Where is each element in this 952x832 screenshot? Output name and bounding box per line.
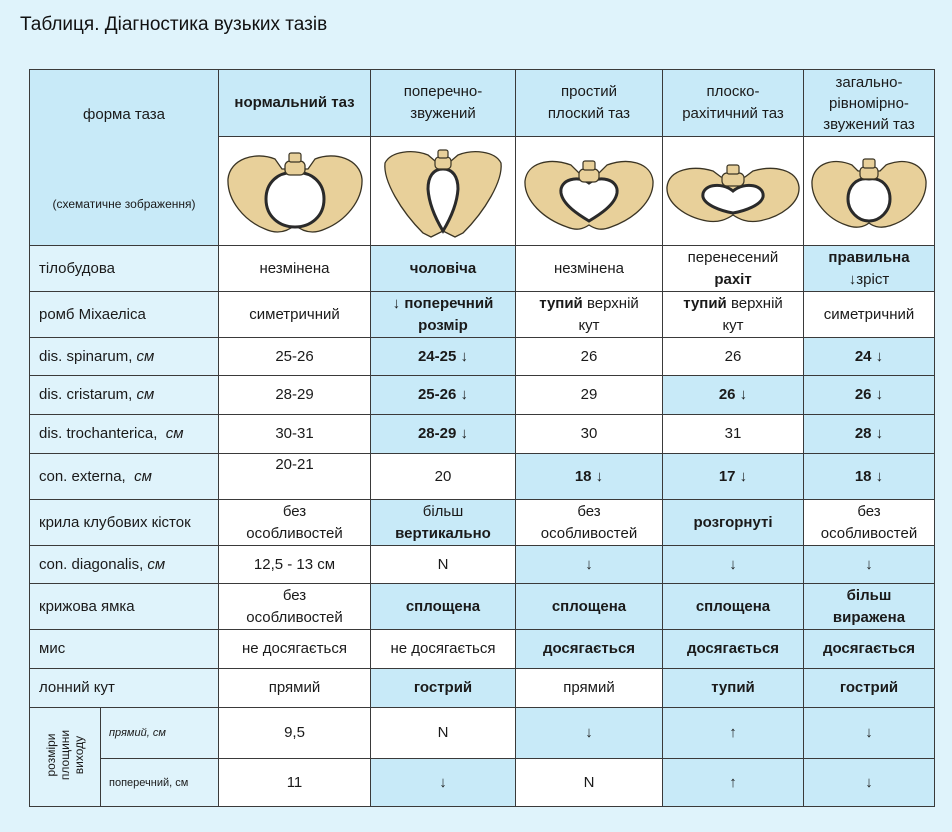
cell-line: без xyxy=(282,502,307,520)
cell-line: правильна xyxy=(828,248,910,266)
cell xyxy=(516,500,663,546)
cell-line: особливостей xyxy=(540,524,638,542)
cell-line: особливостей xyxy=(246,524,343,542)
cell-line xyxy=(667,293,799,315)
table-row xyxy=(30,415,935,454)
group-label-line: виходу xyxy=(72,735,86,775)
cell: 17 ↓ xyxy=(663,454,804,500)
cell: не досягається xyxy=(371,630,516,669)
row-label xyxy=(30,546,219,584)
cell-line: розмір xyxy=(418,316,468,334)
col-header-transverse: поперечно-звужений xyxy=(371,70,516,137)
cell xyxy=(804,500,935,546)
page-title: Таблиця. Діагностика вузьких тазів xyxy=(20,14,328,35)
group-label-line: розміри xyxy=(44,733,58,777)
row-label-text: con. externa, xyxy=(39,467,135,485)
cell-line xyxy=(520,293,658,315)
unit: см xyxy=(136,386,155,403)
row-label xyxy=(30,454,219,500)
cell xyxy=(804,584,935,630)
cell: тупий xyxy=(663,669,804,708)
cell: гострий xyxy=(371,669,516,708)
cell: 29 xyxy=(516,376,663,415)
form-header-cell xyxy=(30,70,219,246)
unit: см xyxy=(134,467,152,485)
cell xyxy=(219,584,371,630)
cell: ↓ xyxy=(804,546,935,584)
col-header-normal: нормальний таз xyxy=(219,70,371,137)
row-label xyxy=(30,415,219,454)
cell: прямий xyxy=(219,669,371,708)
pelvis-image-general xyxy=(804,137,935,246)
group-label-line: площини xyxy=(58,729,72,781)
row-label xyxy=(30,376,219,415)
cell: досягається xyxy=(516,630,663,669)
cell-bold: тупий xyxy=(683,294,727,312)
cell: досягається xyxy=(663,630,804,669)
col-header-rachitic: плоско-рахітичний таз xyxy=(663,70,804,137)
cell: незмінена xyxy=(516,246,663,292)
cell-line: особливостей xyxy=(820,524,918,542)
table-row xyxy=(30,338,935,376)
cell: 12,5 - 13 см xyxy=(219,546,371,584)
sub-row-label-text: прямий, xyxy=(109,727,153,739)
cell-line: кут xyxy=(722,316,744,334)
cell: незмінена xyxy=(219,246,371,292)
table-row xyxy=(30,246,935,292)
cell: 28-29 ↓ xyxy=(371,415,516,454)
cell-line: ↓зріст xyxy=(848,270,890,288)
cell-line: перенесений xyxy=(687,248,779,266)
cell: 25-26 xyxy=(219,338,371,376)
cell-line: більш xyxy=(846,586,892,604)
cell xyxy=(219,500,371,546)
cell: ↓ xyxy=(663,546,804,584)
cell: сплощена xyxy=(516,584,663,630)
row-label xyxy=(30,338,219,376)
row-label: тілобудова xyxy=(30,246,219,292)
cell xyxy=(371,292,516,338)
cell-line: без xyxy=(282,586,307,604)
row-label: мис xyxy=(30,630,219,669)
row-label-text: dis. cristarum, xyxy=(39,386,137,403)
row-label-text: con. diagonalis, xyxy=(39,555,148,573)
cell: чоловіча xyxy=(371,246,516,292)
pelvis-image-transverse xyxy=(371,137,516,246)
row-label: лонний кут xyxy=(30,669,219,708)
cell-text: верхній xyxy=(726,294,783,312)
cell: ↑ xyxy=(663,759,804,807)
row-label: крила клубових кісток xyxy=(30,500,219,546)
cell: 20-21 xyxy=(219,454,371,500)
cell-line: без xyxy=(857,502,881,520)
table-row xyxy=(30,759,935,807)
outlet-group-label-text xyxy=(44,730,86,780)
unit: см xyxy=(165,425,184,442)
cell: 28-29 xyxy=(219,376,371,415)
cell: 18 ↓ xyxy=(804,454,935,500)
cell: розгорнуті xyxy=(663,500,804,546)
cell: 20 xyxy=(371,454,516,500)
cell xyxy=(663,292,804,338)
cell: N xyxy=(371,708,516,759)
row-label: крижова ямка xyxy=(30,584,219,630)
cell: 9,5 xyxy=(219,708,371,759)
table-row xyxy=(30,454,935,500)
cell: ↓ xyxy=(516,546,663,584)
cell: 30-31 xyxy=(219,415,371,454)
cell: 24 ↓ xyxy=(804,338,935,376)
sub-row-label: поперечний, см xyxy=(101,759,219,807)
table-row xyxy=(30,376,935,415)
schematic-note: (схематичне зображення) xyxy=(52,197,196,211)
cell: ↓ xyxy=(804,759,935,807)
cell: 25-26 ↓ xyxy=(371,376,516,415)
cell: гострий xyxy=(804,669,935,708)
cell: сплощена xyxy=(371,584,516,630)
outlet-group-label xyxy=(30,708,101,807)
cell-line: особливостей xyxy=(246,608,343,626)
cell: 11 xyxy=(219,759,371,807)
cell-line: більш xyxy=(422,502,464,520)
cell: 26 xyxy=(516,338,663,376)
col-header-general: загально-рівномірно-звужений таз xyxy=(804,70,935,137)
pelvis-image-normal xyxy=(219,137,371,246)
cell: симетричний xyxy=(219,292,371,338)
row-label-text: dis. trochanterica, xyxy=(39,425,166,442)
cell xyxy=(804,246,935,292)
cell: не досягається xyxy=(219,630,371,669)
cell-line: рахіт xyxy=(714,270,752,288)
cell: 26 ↓ xyxy=(663,376,804,415)
cell-line: без xyxy=(577,502,601,520)
cell: ↓ xyxy=(804,708,935,759)
table-row xyxy=(30,500,935,546)
cell xyxy=(663,246,804,292)
cell-line: кут xyxy=(578,316,600,334)
cell: N xyxy=(516,759,663,807)
cell: 28 ↓ xyxy=(804,415,935,454)
cell: 30 xyxy=(516,415,663,454)
form-label: форма таза xyxy=(83,106,165,123)
table-row xyxy=(30,669,935,708)
cell: 24-25 ↓ xyxy=(371,338,516,376)
cell: ↓ xyxy=(516,708,663,759)
table-row xyxy=(30,292,935,338)
narrow-pelvis-table xyxy=(29,69,935,807)
unit: см xyxy=(152,727,166,739)
cell: симетричний xyxy=(804,292,935,338)
cell-line: вертикально xyxy=(395,524,491,542)
sub-row-label xyxy=(101,708,219,759)
cell-line: виражена xyxy=(832,608,906,626)
cell xyxy=(371,500,516,546)
cell: сплощена xyxy=(663,584,804,630)
cell: прямий xyxy=(516,669,663,708)
table-row xyxy=(30,630,935,669)
cell-bold: тупий xyxy=(539,294,583,312)
cell xyxy=(516,292,663,338)
table-row xyxy=(30,708,935,759)
cell: 26 ↓ xyxy=(804,376,935,415)
cell: 26 xyxy=(663,338,804,376)
cell: N xyxy=(371,546,516,584)
col-header-simple-flat: простий плоский таз xyxy=(516,70,663,137)
cell: ↓ xyxy=(371,759,516,807)
unit: см xyxy=(147,555,166,573)
cell-text: верхній xyxy=(582,294,639,312)
table-row xyxy=(30,584,935,630)
pelvis-image-rachitic xyxy=(663,137,804,246)
table-row xyxy=(30,546,935,584)
cell: 31 xyxy=(663,415,804,454)
row-label: ромб Міхаеліса xyxy=(30,292,219,338)
pelvis-image-simple-flat xyxy=(516,137,663,246)
unit: см xyxy=(136,347,155,365)
cell: досягається xyxy=(804,630,935,669)
cell: ↑ xyxy=(663,708,804,759)
cell: 18 ↓ xyxy=(516,454,663,500)
row-label-text: dis. spinarum, xyxy=(39,347,137,365)
cell-line: ↓ поперечний xyxy=(392,294,494,312)
